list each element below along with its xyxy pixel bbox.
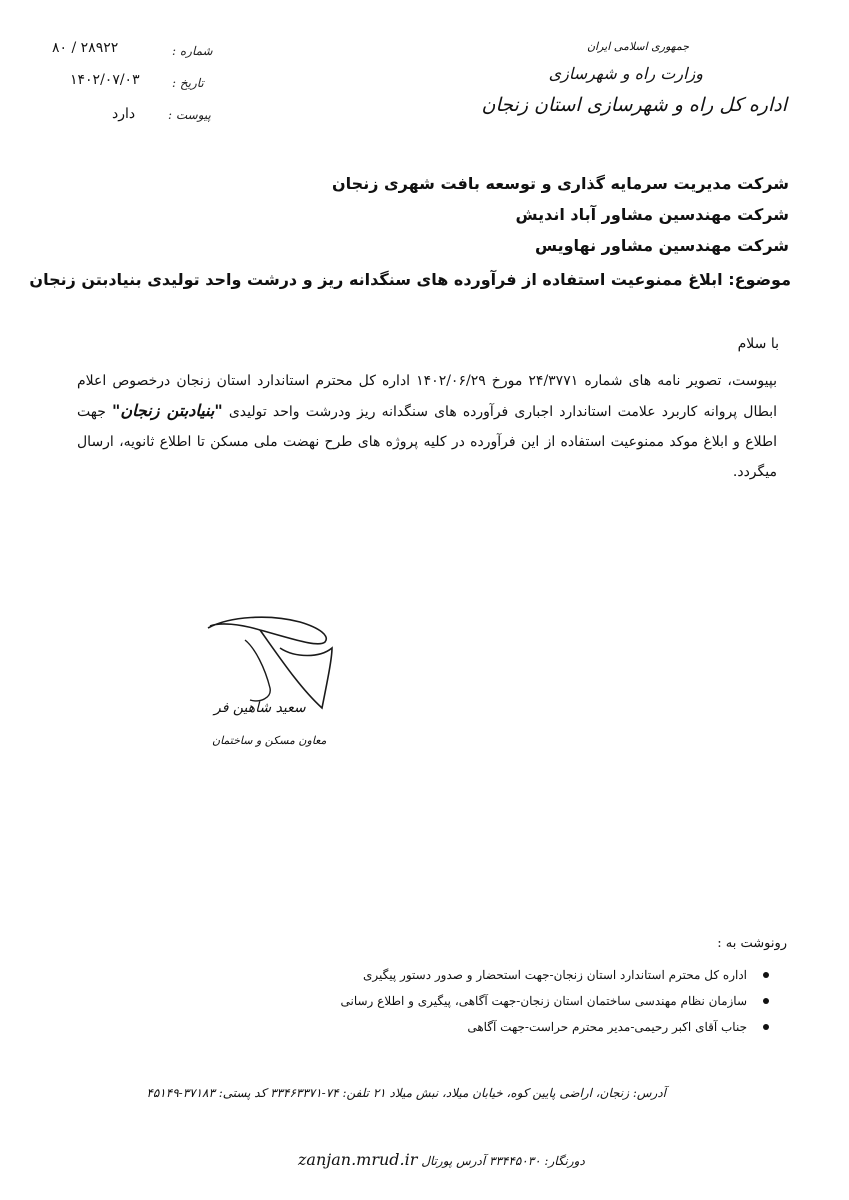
letter-number-value: ۸۰ / ۲۸۹۲۲ [52, 40, 119, 56]
portal-url-link[interactable]: zanjan.mrud.ir [298, 1150, 418, 1169]
recipient-3: شرکت مهندسین مشاور نهاویس [534, 236, 789, 255]
company-name: "بنیادبتن زنجان" [112, 401, 223, 420]
attachment-label: پیوست : [168, 108, 211, 122]
letterhead-department: اداره کل راه و شهرسازی استان زنجان [481, 94, 787, 116]
cc-item [169, 962, 769, 988]
recipient-1: شرکت مدیریت سرمایه گذاری و توسعه بافت شهری زنجان [332, 174, 789, 193]
cc-item-text: سازمان نظام مهندسی ساختمان استان زنجان-جهت آگاهی، پیگیری و اطلاع رسانی [340, 994, 747, 1008]
letterhead-ministry: وزارت راه و شهرسازی [548, 64, 703, 83]
cc-list [169, 962, 769, 1040]
cc-item [169, 1014, 769, 1040]
subject-line: موضوع: ابلاغ ممنوعیت استفاده از فرآورده های سنگدانه ریز و درشت واحد تولیدی بنیادبتن زنجان [29, 270, 791, 289]
body-text-part-1: بپیوست، تصویر نامه های شماره ۲۴/۳۷۷۱ مورخ ۱۴۰۲/۰۶/۲۹ اداره کل محترم استاندارد استان زنجان درخصوص اعلام ابطال پروانه کاربرد علامت استاندارد اجباری فرآورده های سنگدانه ریز ودرشت واحد تولیدی [77, 373, 778, 420]
footer-address: آدرس: زنجان، اراضی پایین کوه، خیابان میلاد، نبش میلاد ۲۱ تلفن: ۷۴-۳۳۴۶۳۳۷۱ کد پستی: ۳۷۱۸۳-۴۵۱۴۹ [146, 1086, 666, 1100]
cc-item-text: جناب آقای اکبر رحیمی-مدیر محترم حراست-جهت آگاهی [467, 1020, 747, 1034]
signer-title: معاون مسکن و ساختمان [212, 734, 327, 747]
bullet-icon [763, 1024, 769, 1030]
bullet-icon [763, 972, 769, 978]
cc-heading: رونوشت به : [717, 936, 787, 951]
letter-number-label: شماره : [172, 44, 213, 58]
signer-name: سعید شاهین فر [214, 700, 306, 716]
body-paragraph [77, 366, 777, 487]
body-text-part-2: جهت اطلاع و ابلاغ موکد ممنوعیت استفاده از این فرآورده در کلیه پروژه های طرح نهضت ملی مسکن تا اطلاع ثانویه، ارسال میگردد. [77, 404, 777, 480]
cc-item-text: اداره کل محترم استاندارد استان زنجان-جهت استحضار و صدور دستور پیگیری [363, 968, 747, 982]
greeting: با سلام [737, 336, 779, 352]
letter-date-value: ۱۴۰۲/۰۷/۰۳ [70, 72, 140, 88]
footer-fax-text: دورنگار: ۳۳۴۴۵۰۳۰ آدرس پورتال [421, 1154, 585, 1168]
bullet-icon [763, 998, 769, 1004]
footer-fax [290, 1150, 585, 1169]
cc-item [169, 988, 769, 1014]
letterhead-republic: جمهوری اسلامی ایران [586, 40, 689, 53]
letter-date-label: تاریخ : [172, 76, 204, 90]
recipient-2: شرکت مهندسین مشاور آباد اندیش [515, 205, 789, 224]
attachment-value: دارد [112, 106, 136, 122]
